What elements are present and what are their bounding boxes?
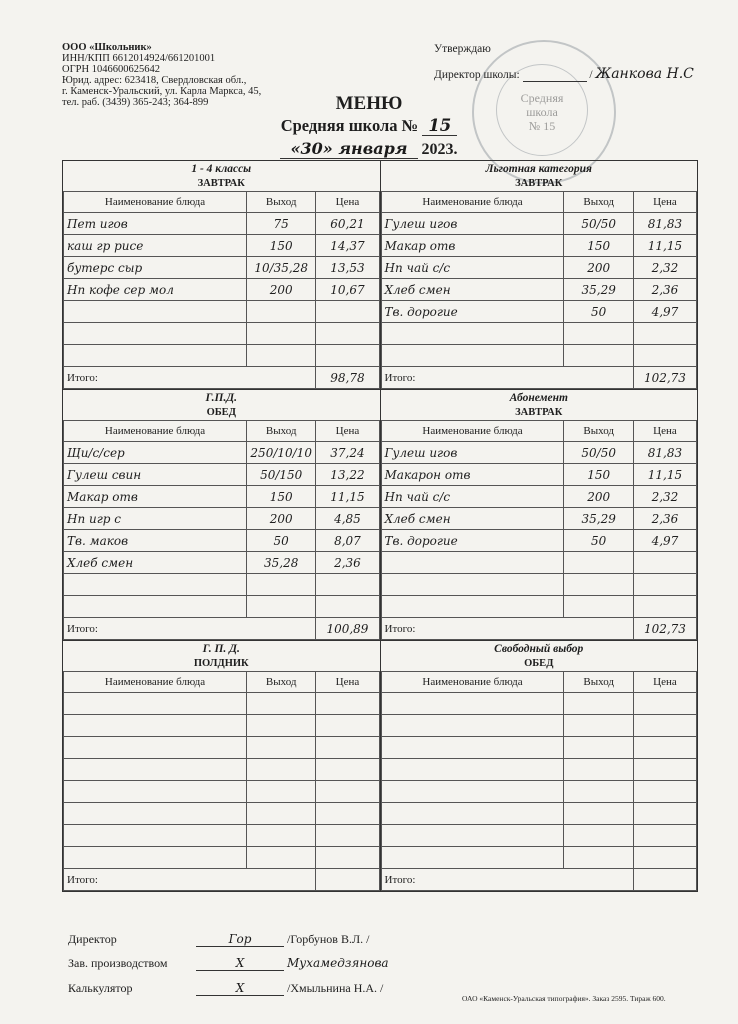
signature-role: Калькулятор bbox=[68, 981, 133, 995]
approve-label: Утверждаю bbox=[434, 43, 491, 55]
dish-output: 200 bbox=[564, 257, 633, 279]
dish-output bbox=[564, 759, 633, 781]
table-row bbox=[64, 596, 380, 618]
dish-price: 81,83 bbox=[633, 442, 696, 464]
col-out-header: Выход bbox=[564, 672, 633, 693]
menu-table bbox=[62, 160, 698, 892]
block-category: Г.П.Д. bbox=[205, 391, 237, 404]
table-row bbox=[64, 715, 380, 737]
table-row bbox=[381, 803, 697, 825]
dish-price bbox=[633, 693, 696, 715]
col-price-header: Цена bbox=[633, 192, 696, 213]
table-row bbox=[381, 715, 697, 737]
dish-price: 11,15 bbox=[633, 464, 696, 486]
dish-name bbox=[381, 781, 564, 803]
block-meal: ОБЕД bbox=[524, 658, 554, 669]
org-phone: тел. раб. (3439) 365-243; 364-899 bbox=[62, 97, 209, 108]
table-row bbox=[381, 301, 697, 323]
dish-output bbox=[564, 345, 633, 367]
dish-price bbox=[316, 759, 379, 781]
table-row bbox=[64, 693, 380, 715]
table-row bbox=[64, 442, 380, 464]
dish-name: Хлеб смен bbox=[381, 279, 564, 301]
dish-price bbox=[633, 715, 696, 737]
dish-price: 14,37 bbox=[316, 235, 379, 257]
dish-name bbox=[64, 301, 247, 323]
org-name: ООО «Школьник» bbox=[62, 42, 152, 53]
table-row bbox=[64, 825, 380, 847]
dish-name: Тв. дорогие bbox=[381, 530, 564, 552]
table-row bbox=[64, 781, 380, 803]
dish-name: Макар отв bbox=[64, 486, 247, 508]
dish-output: 150 bbox=[564, 464, 633, 486]
block-meal: ОБЕД bbox=[206, 407, 236, 418]
dish-output: 200 bbox=[246, 279, 315, 301]
table-row bbox=[381, 257, 697, 279]
block-meal: ЗАВТРАК bbox=[515, 178, 563, 189]
dish-price: 2,32 bbox=[633, 486, 696, 508]
dish-output: 200 bbox=[564, 486, 633, 508]
table-row bbox=[381, 737, 697, 759]
dish-price: 37,24 bbox=[316, 442, 379, 464]
dish-price: 11,15 bbox=[633, 235, 696, 257]
dish-name bbox=[64, 781, 247, 803]
dish-name bbox=[64, 693, 247, 715]
dish-output bbox=[246, 693, 315, 715]
org-ogrn: ОГРН 1046600625642 bbox=[62, 64, 160, 75]
dish-output: 35,29 bbox=[564, 279, 633, 301]
dish-price: 2,36 bbox=[633, 279, 696, 301]
col-out-header: Выход bbox=[246, 421, 315, 442]
dish-name: Пет игов bbox=[64, 213, 247, 235]
dish-output: 150 bbox=[246, 235, 315, 257]
dish-output: 50/50 bbox=[564, 213, 633, 235]
dish-price: 8,07 bbox=[316, 530, 379, 552]
table-row bbox=[381, 508, 697, 530]
table-row bbox=[64, 323, 380, 345]
table-row bbox=[381, 781, 697, 803]
col-out-header: Выход bbox=[246, 672, 315, 693]
org-inn: ИНН/КПП 6612014924/661201001 bbox=[62, 53, 216, 64]
dish-price: 10,67 bbox=[316, 279, 379, 301]
col-name-header: Наименование блюда bbox=[381, 192, 564, 213]
dish-price: 13,53 bbox=[316, 257, 379, 279]
dish-name: Макарон отв bbox=[381, 464, 564, 486]
table-row bbox=[381, 552, 697, 574]
block-meal: ПОЛДНИК bbox=[193, 658, 249, 669]
table-row bbox=[381, 486, 697, 508]
dish-price: 4,97 bbox=[633, 530, 696, 552]
table-row bbox=[64, 847, 380, 869]
dish-name bbox=[64, 759, 247, 781]
signature-row bbox=[68, 932, 369, 947]
dish-price bbox=[633, 825, 696, 847]
col-name-header: Наименование блюда bbox=[64, 672, 247, 693]
total-value: 102,73 bbox=[633, 618, 696, 640]
dish-output: 50 bbox=[564, 301, 633, 323]
dish-price bbox=[316, 781, 379, 803]
col-out-header: Выход bbox=[246, 192, 315, 213]
total-label: Итого: bbox=[64, 869, 316, 891]
menu-block bbox=[63, 390, 380, 640]
dish-name: Нп игр с bbox=[64, 508, 247, 530]
dish-output bbox=[564, 323, 633, 345]
dish-output bbox=[564, 847, 633, 869]
dish-output: 50/50 bbox=[564, 442, 633, 464]
block-category: Льготная категория bbox=[485, 162, 592, 175]
table-row bbox=[64, 257, 380, 279]
table-row bbox=[64, 301, 380, 323]
signature-role: Зав. производством bbox=[68, 956, 168, 970]
dish-price bbox=[633, 759, 696, 781]
table-row bbox=[64, 759, 380, 781]
menu-block bbox=[381, 641, 698, 891]
dish-price: 11,15 bbox=[316, 486, 379, 508]
dish-output bbox=[246, 759, 315, 781]
dish-output: 35,29 bbox=[564, 508, 633, 530]
dish-name bbox=[64, 323, 247, 345]
total-value: 102,73 bbox=[633, 367, 696, 389]
dish-price bbox=[316, 596, 379, 618]
dish-output bbox=[564, 803, 633, 825]
signature-mark: Х bbox=[196, 981, 284, 996]
col-name-header: Наименование блюда bbox=[381, 421, 564, 442]
dish-name bbox=[64, 737, 247, 759]
date-day: «30» bbox=[290, 139, 333, 158]
dish-output bbox=[246, 596, 315, 618]
table-row bbox=[64, 486, 380, 508]
menu-block bbox=[63, 161, 380, 389]
dish-output: 50 bbox=[246, 530, 315, 552]
col-out-header: Выход bbox=[564, 421, 633, 442]
total-value: 100,89 bbox=[316, 618, 379, 640]
printer-footer: ОАО «Каменск-Уральская типография». Заказ 2595. Тираж 600. bbox=[462, 994, 666, 1003]
dish-name: Щи/с/сер bbox=[64, 442, 247, 464]
school-number: 15 bbox=[422, 116, 457, 136]
table-row bbox=[381, 213, 697, 235]
signature-mark: Х bbox=[196, 956, 284, 971]
block-meal: ЗАВТРАК bbox=[515, 407, 563, 418]
dish-price bbox=[316, 847, 379, 869]
dish-name: Тв. дорогие bbox=[381, 301, 564, 323]
dish-output bbox=[564, 737, 633, 759]
dish-price bbox=[633, 781, 696, 803]
seal-line-1: Средняя bbox=[520, 91, 564, 105]
dish-name: Нп чай с/с bbox=[381, 257, 564, 279]
dish-name: Хлеб смен bbox=[64, 552, 247, 574]
signature-name: /Хмыльнина Н.А. / bbox=[287, 981, 384, 995]
dish-name bbox=[381, 759, 564, 781]
block-category: Абонемент bbox=[509, 391, 568, 404]
dish-name: Гулеш игов bbox=[381, 442, 564, 464]
dish-name bbox=[64, 847, 247, 869]
dish-name bbox=[381, 574, 564, 596]
table-row bbox=[64, 464, 380, 486]
dish-name bbox=[381, 847, 564, 869]
dish-name bbox=[381, 825, 564, 847]
dish-name: каш гр рисе bbox=[64, 235, 247, 257]
dish-name: Гулеш свин bbox=[64, 464, 247, 486]
dish-price bbox=[633, 847, 696, 869]
table-row bbox=[64, 803, 380, 825]
signature-name: Мухамедзянова bbox=[287, 956, 389, 970]
block-meal: ЗАВТРАК bbox=[197, 178, 245, 189]
total-label: Итого: bbox=[381, 367, 633, 389]
table-row bbox=[381, 279, 697, 301]
dish-name bbox=[381, 715, 564, 737]
menu-block bbox=[381, 390, 698, 640]
table-row bbox=[381, 693, 697, 715]
dish-price bbox=[633, 803, 696, 825]
dish-name bbox=[381, 737, 564, 759]
dish-name: бутерс сыр bbox=[64, 257, 247, 279]
dish-price: 2,36 bbox=[316, 552, 379, 574]
table-row bbox=[64, 574, 380, 596]
dish-output bbox=[564, 596, 633, 618]
dish-name: Нп чай с/с bbox=[381, 486, 564, 508]
dish-output: 150 bbox=[246, 486, 315, 508]
total-value: 98,78 bbox=[316, 367, 379, 389]
org-address-1: Юрид. адрес: 623418, Свердловская обл., bbox=[62, 75, 247, 86]
dish-output: 50/150 bbox=[246, 464, 315, 486]
seal-line-3: № 15 bbox=[528, 119, 556, 133]
dish-output: 150 bbox=[564, 235, 633, 257]
dish-output bbox=[564, 715, 633, 737]
block-category: Г. П. Д. bbox=[202, 642, 240, 655]
menu-date bbox=[0, 139, 738, 159]
table-row bbox=[381, 323, 697, 345]
total-value bbox=[633, 869, 696, 891]
dish-name bbox=[64, 345, 247, 367]
dish-price: 4,97 bbox=[633, 301, 696, 323]
dish-price: 2,32 bbox=[633, 257, 696, 279]
dish-name: Тв. маков bbox=[64, 530, 247, 552]
dish-name bbox=[381, 323, 564, 345]
dish-output bbox=[246, 803, 315, 825]
col-name-header: Наименование блюда bbox=[64, 192, 247, 213]
table-row bbox=[381, 345, 697, 367]
dish-output bbox=[246, 345, 315, 367]
table-row bbox=[64, 235, 380, 257]
table-row bbox=[64, 552, 380, 574]
dish-price bbox=[316, 323, 379, 345]
dish-price bbox=[316, 301, 379, 323]
date-value bbox=[280, 139, 417, 159]
col-name-header: Наименование блюда bbox=[381, 672, 564, 693]
school-title bbox=[0, 116, 738, 136]
dish-price bbox=[316, 803, 379, 825]
dish-price: 60,21 bbox=[316, 213, 379, 235]
table-row bbox=[381, 235, 697, 257]
dish-output bbox=[564, 574, 633, 596]
signature-name: /Горбунов В.Л. / bbox=[287, 932, 370, 946]
dish-price bbox=[316, 693, 379, 715]
col-name-header: Наименование блюда bbox=[64, 421, 247, 442]
director-school-name: Жанкова Н.С bbox=[595, 66, 694, 82]
signature-row bbox=[68, 981, 383, 996]
dish-name bbox=[64, 596, 247, 618]
total-value bbox=[316, 869, 379, 891]
director-signature bbox=[523, 67, 587, 82]
dish-price: 4,85 bbox=[316, 508, 379, 530]
school-prefix: Средняя школа № bbox=[280, 116, 419, 135]
dish-output bbox=[246, 715, 315, 737]
dish-price: 2,36 bbox=[633, 508, 696, 530]
total-label: Итого: bbox=[64, 618, 316, 640]
dish-output: 50 bbox=[564, 530, 633, 552]
dish-price bbox=[316, 737, 379, 759]
dish-name bbox=[381, 345, 564, 367]
dish-output: 35,28 bbox=[246, 552, 315, 574]
dish-output bbox=[246, 825, 315, 847]
total-label: Итого: bbox=[381, 869, 633, 891]
dish-price bbox=[633, 323, 696, 345]
table-row bbox=[381, 464, 697, 486]
dish-output: 200 bbox=[246, 508, 315, 530]
dish-price bbox=[316, 574, 379, 596]
dish-output bbox=[564, 552, 633, 574]
dish-output bbox=[246, 301, 315, 323]
signature-role: Директор bbox=[68, 932, 117, 946]
date-year: 2023. bbox=[421, 141, 458, 158]
dish-output bbox=[246, 781, 315, 803]
dish-name bbox=[381, 803, 564, 825]
table-row bbox=[64, 345, 380, 367]
block-category: 1 - 4 классы bbox=[191, 162, 252, 175]
col-price-header: Цена bbox=[316, 192, 379, 213]
dish-output bbox=[564, 781, 633, 803]
dish-price bbox=[633, 552, 696, 574]
menu-block bbox=[381, 161, 698, 389]
table-row bbox=[381, 596, 697, 618]
dish-name: Макар отв bbox=[381, 235, 564, 257]
dish-price bbox=[316, 345, 379, 367]
dish-price: 13,22 bbox=[316, 464, 379, 486]
col-price-header: Цена bbox=[633, 672, 696, 693]
dish-name bbox=[64, 803, 247, 825]
dish-name bbox=[381, 693, 564, 715]
block-category: Свободный выбор bbox=[494, 642, 584, 655]
director-school-label: Директор школы: bbox=[434, 69, 520, 81]
dish-price bbox=[633, 737, 696, 759]
table-row bbox=[381, 825, 697, 847]
dish-output bbox=[246, 323, 315, 345]
dish-name bbox=[381, 596, 564, 618]
approval-block: Утверждаю Директор школы: / Жанкова Н.С bbox=[434, 43, 694, 82]
col-price-header: Цена bbox=[316, 672, 379, 693]
menu-block bbox=[63, 641, 380, 891]
table-row bbox=[381, 442, 697, 464]
dish-name bbox=[64, 574, 247, 596]
dish-output: 75 bbox=[246, 213, 315, 235]
dish-name bbox=[64, 825, 247, 847]
dish-output: 250/10/10 bbox=[246, 442, 315, 464]
total-label: Итого: bbox=[381, 618, 633, 640]
table-row bbox=[64, 213, 380, 235]
dish-price bbox=[633, 574, 696, 596]
col-price-header: Цена bbox=[316, 421, 379, 442]
dish-output bbox=[246, 737, 315, 759]
table-row bbox=[381, 530, 697, 552]
dish-name bbox=[381, 552, 564, 574]
table-row bbox=[381, 574, 697, 596]
dish-output bbox=[246, 847, 315, 869]
org-address-2: г. Каменск-Уральский, ул. Карла Маркса, 45, bbox=[62, 86, 262, 97]
dish-name: Хлеб смен bbox=[381, 508, 564, 530]
col-price-header: Цена bbox=[633, 421, 696, 442]
seal-line-2: школа bbox=[526, 105, 558, 119]
page-title: МЕНЮ bbox=[335, 93, 403, 114]
dish-price bbox=[633, 345, 696, 367]
table-row bbox=[381, 847, 697, 869]
table-row bbox=[64, 737, 380, 759]
col-out-header: Выход bbox=[564, 192, 633, 213]
dish-name: Нп кофе сер мол bbox=[64, 279, 247, 301]
dish-output: 10/35,28 bbox=[246, 257, 315, 279]
dish-output bbox=[564, 693, 633, 715]
dish-name: Гулеш игов bbox=[381, 213, 564, 235]
table-row bbox=[381, 759, 697, 781]
dish-price bbox=[316, 715, 379, 737]
date-month: января bbox=[338, 139, 408, 158]
dish-output bbox=[564, 825, 633, 847]
table-row bbox=[64, 530, 380, 552]
total-label: Итого: bbox=[64, 367, 316, 389]
dish-name bbox=[64, 715, 247, 737]
dish-output bbox=[246, 574, 315, 596]
dish-price bbox=[316, 825, 379, 847]
table-row bbox=[64, 279, 380, 301]
signature-mark: Гор bbox=[196, 932, 284, 947]
dish-price: 81,83 bbox=[633, 213, 696, 235]
dish-price bbox=[633, 596, 696, 618]
signature-row bbox=[68, 956, 389, 971]
table-row bbox=[64, 508, 380, 530]
